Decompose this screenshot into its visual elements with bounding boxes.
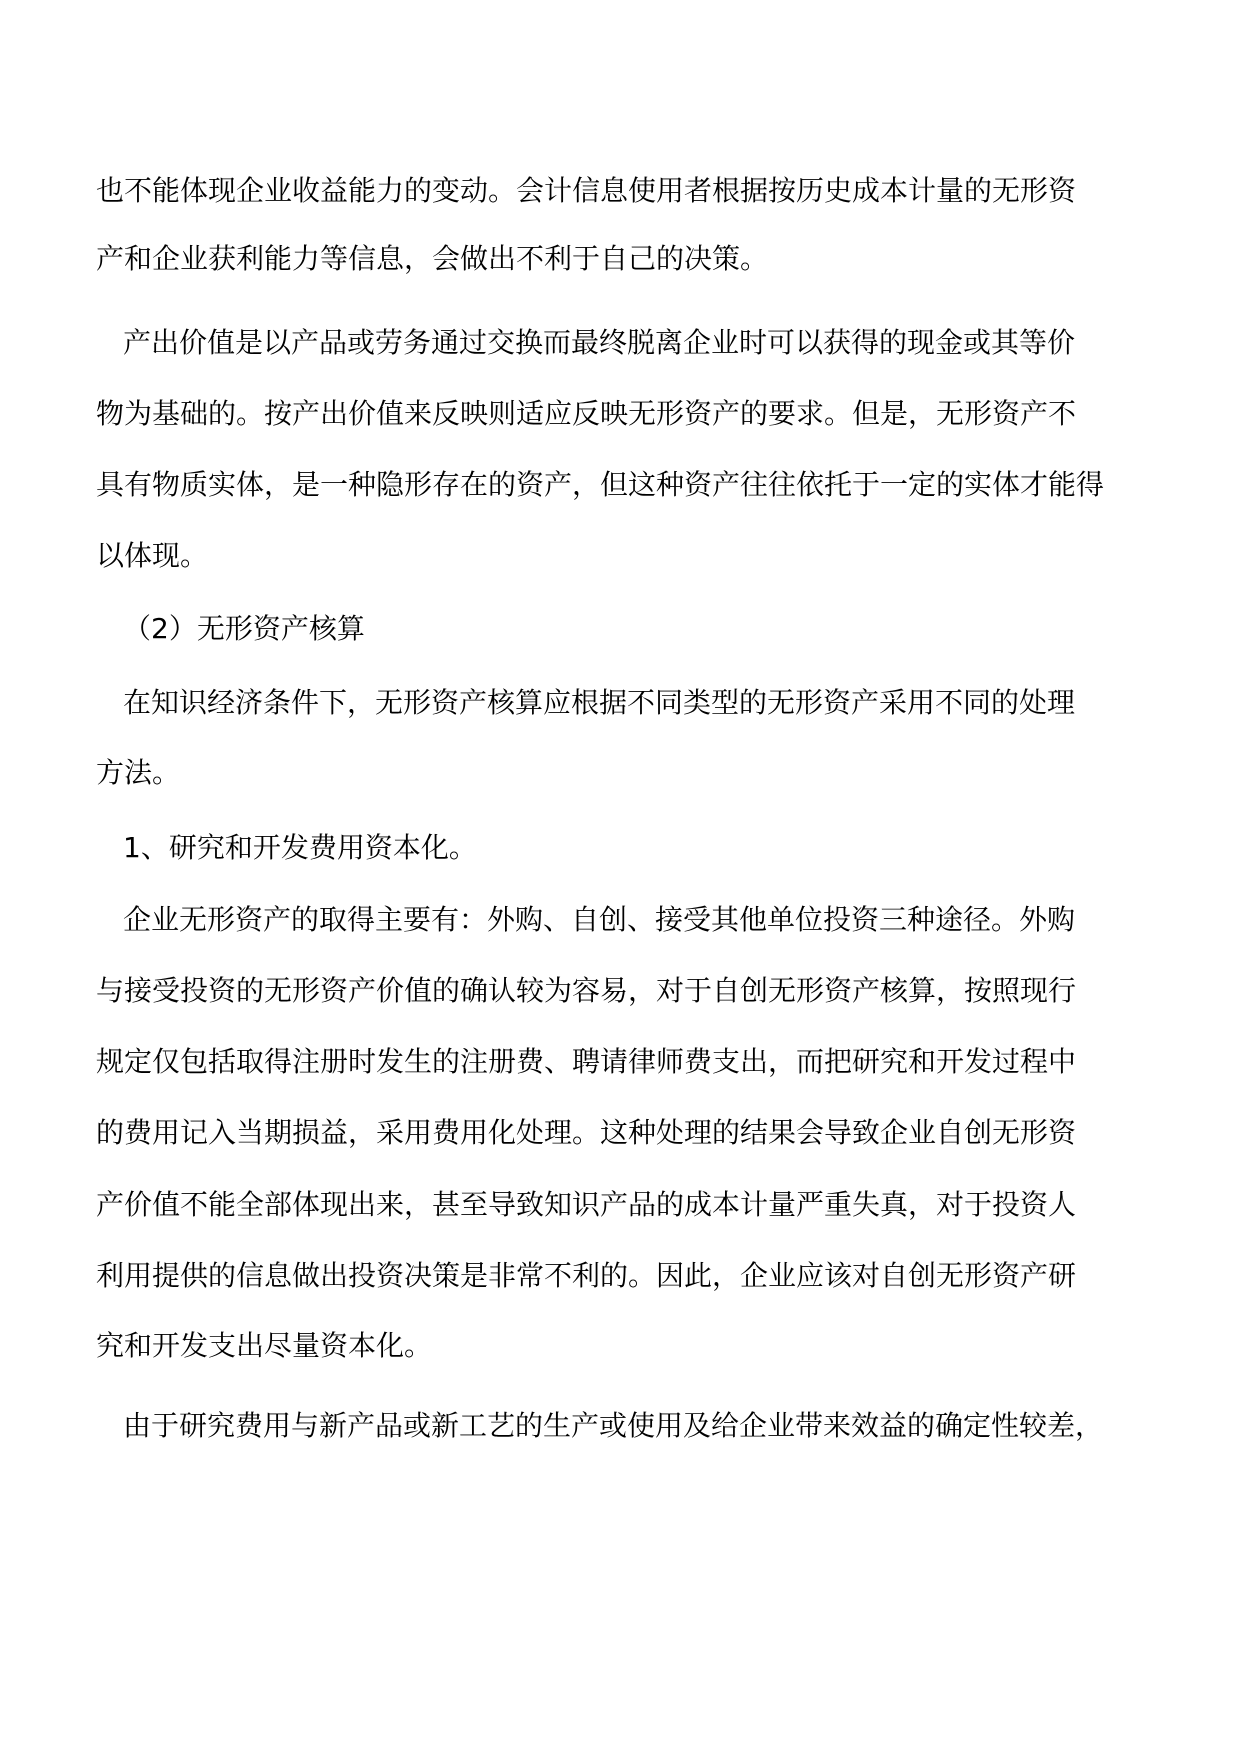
text-line: 也不能体现企业收益能力的变动。会计信息使用者根据按历史成本计量的无形资 [96, 174, 1077, 207]
text-line: 产和企业获利能力等信息，会做出不利于自己的决策。 [96, 242, 769, 275]
subsection-heading: 1、研究和开发费用资本化。 [123, 831, 477, 864]
text-line: 以体现。 [96, 539, 209, 572]
section-heading: （2）无形资产核算 [123, 612, 365, 645]
text-line: 企业无形资产的取得主要有：外购、自创、接受其他单位投资三种途径。外购 [123, 903, 1076, 936]
text-line: 产出价值是以产品或劳务通过交换而最终脱离企业时可以获得的现金或其等价 [123, 326, 1076, 359]
text-line: 由于研究费用与新产品或新工艺的生产或使用及给企业带来效益的确定性较差， [123, 1409, 1104, 1442]
text-line: 与接受投资的无形资产价值的确认较为容易，对于自创无形资产核算，按照现行 [96, 974, 1077, 1007]
text-line: 究和开发支出尽量资本化。 [96, 1329, 433, 1362]
text-line: 产价值不能全部体现出来，甚至导致知识产品的成本计量严重失真，对于投资人 [96, 1188, 1077, 1221]
text-line: 在知识经济条件下，无形资产核算应根据不同类型的无形资产采用不同的处理 [123, 686, 1076, 719]
text-line: 物为基础的。按产出价值来反映则适应反映无形资产的要求。但是，无形资产不 [96, 397, 1077, 430]
text-line: 规定仅包括取得注册时发生的注册费、聘请律师费支出，而把研究和开发过程中 [96, 1045, 1077, 1078]
text-line: 方法。 [96, 756, 181, 789]
text-line: 具有物质实体，是一种隐形存在的资产，但这种资产往往依托于一定的实体才能得 [96, 468, 1105, 501]
text-line: 的费用记入当期损益，采用费用化处理。这种处理的结果会导致企业自创无形资 [96, 1116, 1077, 1149]
text-line: 利用提供的信息做出投资决策是非常不利的。因此，企业应该对自创无形资产研 [96, 1259, 1077, 1292]
